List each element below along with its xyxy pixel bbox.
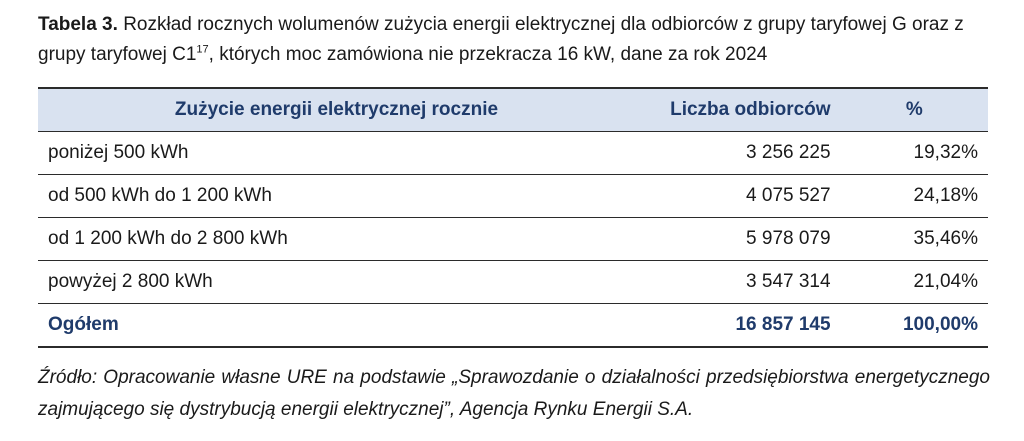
total-label: Ogółem: [38, 304, 635, 348]
header-customers: Liczba odbiorców: [635, 88, 841, 132]
row-percent: 19,32%: [841, 132, 988, 175]
header-consumption: Zużycie energii elektrycznej rocznie: [38, 88, 635, 132]
row-range: od 500 kWh do 1 200 kWh: [38, 175, 635, 218]
row-customers: 3 256 225: [635, 132, 841, 175]
source-note: Źródło: Opracowanie własne URE na podstawie „Sprawozdanie o działalności przedsiębiorstwa energetycznego zajmującego się dystrybucją energii elektrycznej”, Agencja Rynku Energii S.A.: [38, 367, 990, 420]
caption-text-end: , których moc zamówiona nie przekracza 16 kW, dane za rok 2024: [208, 44, 768, 65]
row-range: od 1 200 kWh do 2 800 kWh: [38, 218, 635, 261]
table-row: [38, 175, 988, 218]
header-percent: %: [841, 88, 988, 132]
table-row: [38, 218, 988, 261]
row-percent: 21,04%: [841, 261, 988, 304]
total-row: [38, 304, 988, 348]
table-row: [38, 132, 988, 175]
caption-label: Tabela 3.: [38, 14, 118, 35]
row-customers: 3 547 314: [635, 261, 841, 304]
row-range: poniżej 500 kWh: [38, 132, 635, 175]
table-caption: [38, 10, 998, 70]
table-row: [38, 261, 988, 304]
row-customers: 4 075 527: [635, 175, 841, 218]
row-percent: 24,18%: [841, 175, 988, 218]
row-range: powyżej 2 800 kWh: [38, 261, 635, 304]
row-percent: 35,46%: [841, 218, 988, 261]
row-customers: 5 978 079: [635, 218, 841, 261]
total-customers: 16 857 145: [635, 304, 841, 348]
consumption-table: [38, 87, 988, 348]
table-header-row: [38, 88, 988, 132]
total-percent: 100,00%: [841, 304, 988, 348]
caption-text: Rozkład rocznych wolumenów zużycia energii elektrycznej dla odbiorców z grupy taryfowej G oraz z grupy taryfowej C1: [38, 14, 964, 65]
footnote-reference[interactable]: 17: [196, 43, 209, 56]
